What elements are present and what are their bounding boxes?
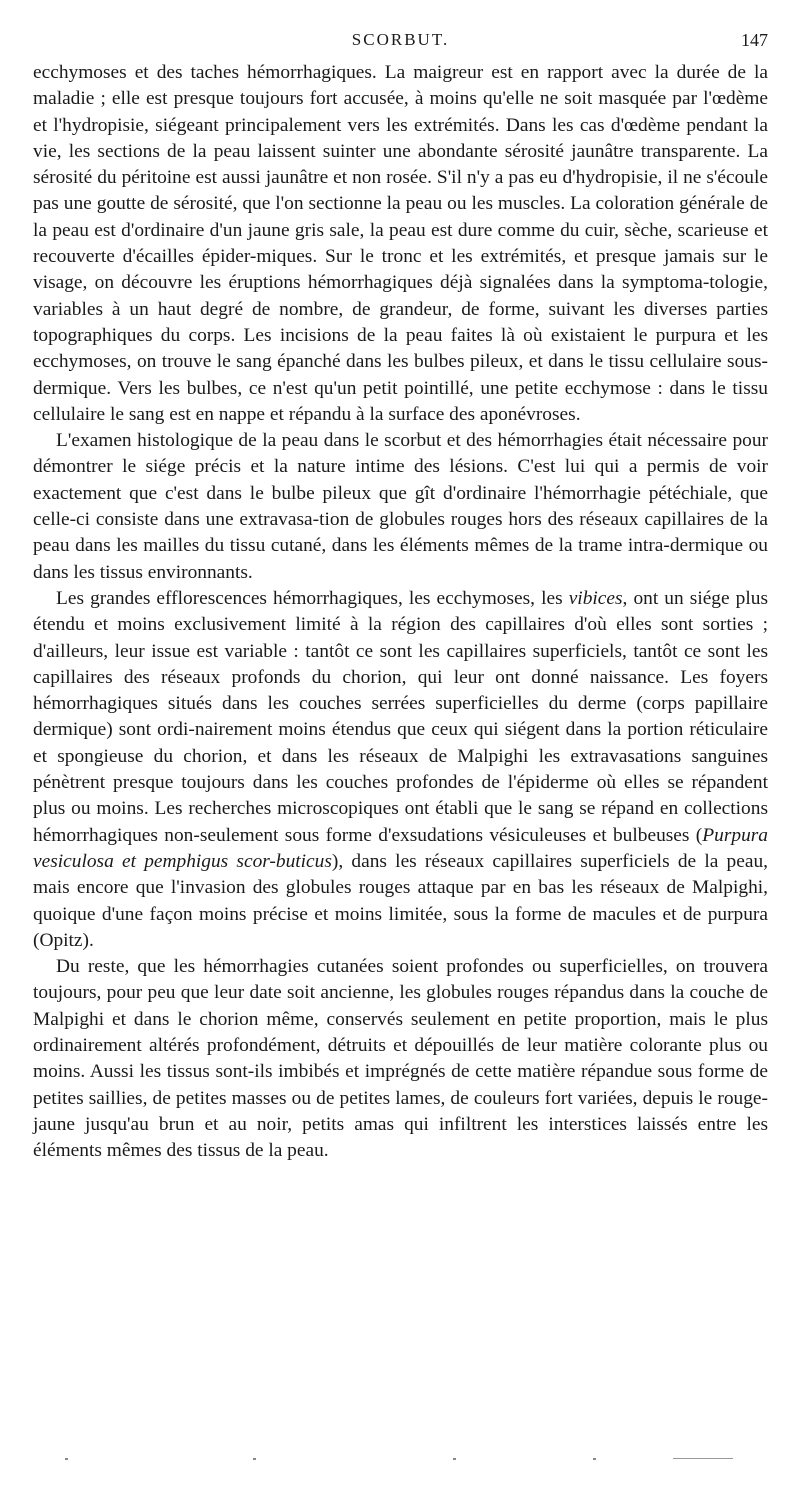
- paragraph-p4: [33, 954, 768, 1164]
- running-head: [33, 30, 768, 56]
- text-run: ), dans les réseaux capillaires superficiels de la peau, mais encore que l'invasion des globules rouges attaque par en bas les réseaux de Malpighi, quoique d'une façon moins précise et moins limitée, sous la forme de macules et de purpura (Opitz).: [33, 850, 768, 951]
- text-run: ecchymoses et des taches hémorrhagiques. La maigreur est en rapport avec la durée de la maladie ; elle est presque toujours fort accusée, à moins qu'elle ne soit masquée par l'œdème et l'hydropisie, siégeant principalement vers les extrémités. Dans les cas d'œdème pendant la vie, les sections de la peau laissent suinter une abondante sérosité jaunâtre transparente. La sérosité du péritoine est aussi jaunâtre et non rosée. S'il n'y a pas eu d'hydropisie, il ne s'écoule pas une goutte de sérosité, que l'on sectionne la peau ou les muscles. La coloration générale de la peau est d'ordinaire d'un jaune gris sale, la peau est dure comme du cuir, sèche, scarieuse et recouverte d'écailles épider-miques. Sur le tronc et les extrémités, et presque jamais sur le visage, on découvre les éruptions hémorrhagiques déjà signalées dans la symptoma-tologie, variables à un haut degré de nombre, de grandeur, de forme, suivant les diverses parties topographiques du corps. Les incisions de la peau faites là où existaient le purpura et les ecchymoses, on trouve le sang épanché dans les bulbes pileux, et dans le tissu cellulaire sous-dermique. Vers les bulbes, ce n'est qu'un petit pointillé, une petite ecchymose : dans le tissu cellulaire le sang est en nappe et répandu à la surface des aponévroses.: [33, 62, 768, 425]
- scan-mark: [253, 1458, 256, 1460]
- italic-term: vibices: [568, 587, 623, 609]
- scan-mark: [453, 1458, 456, 1460]
- book-page: [33, 0, 768, 1494]
- text-run: Du reste, que les hémorrhagies cutanées soient profondes ou superficielles, on trouvera toujours, pour peu que leur date soit ancienne, les globules rouges répandus dans la couche de Malpighi et dans le chorion même, conservés seulement en petite proportion, mais le plus ordinairement altérés profondément, détruits et dépouillés de leur matière colorante plus ou moins. Aussi les tissus sont-ils imbibés et imprégnés de cette matière répandue sous forme de petites saillies, de petites masses ou de petites lames, de couleurs fort variées, depuis le rouge-jaune jusqu'au brun et au noir, petits amas qui infiltrent les interstices laissés entre les éléments mêmes des tissus de la peau.: [33, 956, 768, 1162]
- paragraph-p3: [33, 586, 768, 954]
- running-title: SCORBUT.: [351, 30, 450, 49]
- scan-dash: [673, 1458, 733, 1459]
- text-run: Les grandes efflorescences hémorrhagiques, les ecchymoses, les: [56, 587, 569, 609]
- paragraph-p1: [33, 60, 768, 428]
- scan-mark: [65, 1458, 68, 1460]
- text-run: L'examen histologique de la peau dans le scorbut et des hémorrhagies était nécessaire pour démontrer le siége précis et la nature intime des lésions. C'est lui qui a permis de voir exactement que c'est dans le bulbe pileux que gît d'ordinaire l'hémorrhagie pétéchiale, que celle-ci consiste dans une extravasa-tion de globules rouges hors des réseaux capillaires de la peau dans les mailles du tissu cutané, dans les éléments mêmes de la trame intra-dermique ou dans les tissus environnants.: [33, 430, 768, 583]
- italic-term: Purpura vesiculosa et pemphigus scor-buticus: [33, 824, 768, 872]
- scan-mark: [593, 1458, 596, 1460]
- text-run: , ont un siége plus étendu et moins exclusivement limité à la région des capillaires d'où elles sont sorties ; d'ailleurs, leur issue est variable : tantôt ce sont les capillaires superficiels, tantôt ce sont les capillaires des réseaux profonds du chorion, qui leur ont donné naissance. Les foyers hémorrhagiques situés dans les couches serrées superficielles du derme (corps papillaire dermique) sont ordi-nairement moins étendus que ceux qui siégent dans la portion réticulaire et spongieuse du chorion, et dans les réseaux de Malpighi les extravasations sanguines pénètrent presque toujours dans les couches profondes de l'épiderme où elles se répandent plus ou moins. Les recherches microscopiques ont établi que le sang se répand en collections hémorrhagiques non-seulement sous forme d'exsudations vésiculeuses et bulbeuses (: [33, 587, 769, 846]
- paragraph-p2: [33, 428, 768, 586]
- footer-scan-marks: [33, 1458, 768, 1462]
- page-number: 147: [741, 30, 768, 50]
- text-body: [33, 60, 768, 1164]
